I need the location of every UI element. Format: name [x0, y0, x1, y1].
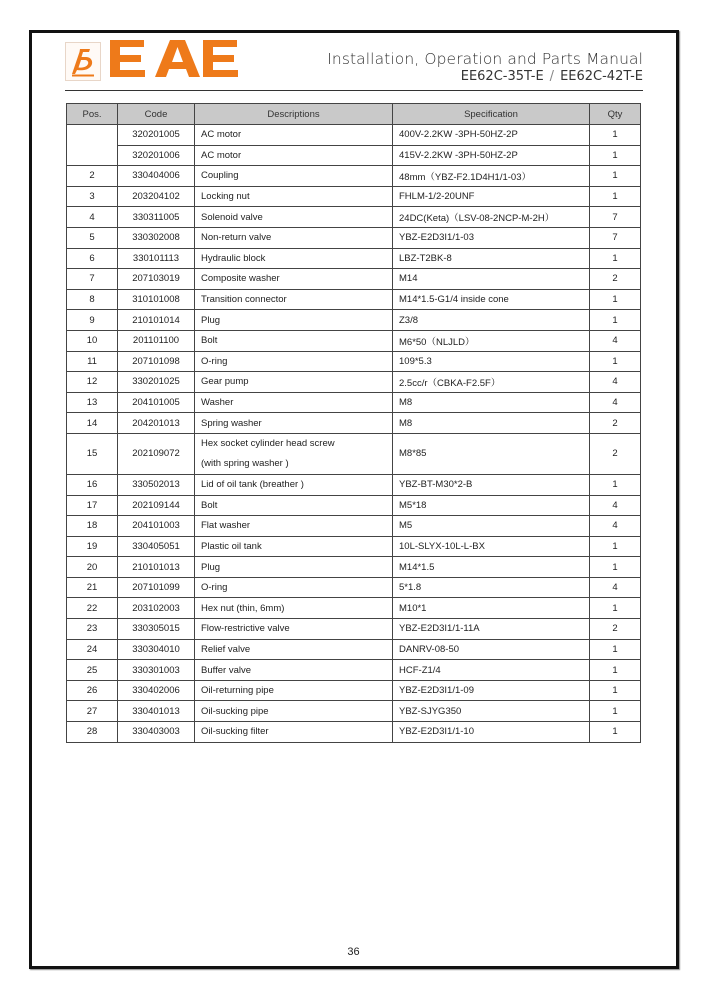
cell-code: 210101013 [118, 557, 195, 578]
table-row [67, 207, 641, 228]
cell-qty: 1 [590, 536, 641, 557]
cell-specification: YBZ-E2D3I1/1-03 [393, 227, 590, 248]
cell-specification: 415V-2.2KW -3PH-50HZ-2P [393, 145, 590, 166]
cell-code: 330405051 [118, 536, 195, 557]
description-line: AC motor [201, 129, 242, 141]
cell-code: 207101099 [118, 577, 195, 598]
cell-qty: 1 [590, 701, 641, 722]
cell-pos: 27 [67, 701, 118, 722]
description-line: Lid of oil tank (breather ) [201, 479, 304, 491]
cell-specification: M8*85 [393, 433, 590, 474]
table-header-row [67, 104, 641, 125]
table-row [67, 392, 641, 413]
cell-pos: 15 [67, 433, 118, 474]
cell-pos: 17 [67, 495, 118, 516]
column-header-pos: Pos. [67, 104, 118, 125]
cell-code: 330305015 [118, 619, 195, 640]
cell-specification: M14*1.5-G1/4 inside cone [393, 289, 590, 310]
cell-description [195, 330, 393, 351]
cell-code: 330403003 [118, 722, 195, 743]
cell-qty: 4 [590, 577, 641, 598]
table-row [67, 227, 641, 248]
cell-pos: 23 [67, 619, 118, 640]
cell-description [195, 125, 393, 146]
column-header-descriptions: Descriptions [195, 104, 393, 125]
model-number: EE62C-42T-E [560, 69, 643, 84]
table-row [67, 474, 641, 495]
header-divider [65, 90, 643, 91]
cell-code: 210101014 [118, 310, 195, 331]
column-header-qty: Qty [590, 104, 641, 125]
cell-pos: 4 [67, 207, 118, 228]
table-row [67, 166, 641, 187]
cell-qty: 2 [590, 619, 641, 640]
cell-pos: 8 [67, 289, 118, 310]
cell-specification: M14 [393, 269, 590, 290]
cell-specification: YBZ-E2D3I1/1-10 [393, 722, 590, 743]
cell-description [195, 310, 393, 331]
cell-pos: 3 [67, 186, 118, 207]
cell-specification: YBZ-SJYG350 [393, 701, 590, 722]
cell-qty: 1 [590, 598, 641, 619]
cell-pos: 10 [67, 330, 118, 351]
cell-code: 330101113 [118, 248, 195, 269]
description-line: Non-return valve [201, 232, 272, 244]
cell-specification: HCF-Z1/4 [393, 660, 590, 681]
description-line: Relief valve [201, 643, 251, 655]
cell-qty: 4 [590, 330, 641, 351]
cell-description [195, 516, 393, 537]
cell-specification: 10L-SLYX-10L-L-BX [393, 536, 590, 557]
cell-description [195, 166, 393, 187]
model-number: EE62C-35T-E [460, 69, 544, 84]
cell-qty: 1 [590, 680, 641, 701]
cell-description [195, 536, 393, 557]
cell-pos: 21 [67, 577, 118, 598]
cell-specification: FHLM-1/2-20UNF [393, 186, 590, 207]
cell-description [195, 474, 393, 495]
parts-table [66, 103, 641, 743]
table-row [67, 619, 641, 640]
cell-qty: 2 [590, 433, 641, 474]
cell-qty: 4 [590, 392, 641, 413]
cell-pos: 28 [67, 722, 118, 743]
table-row [67, 351, 641, 372]
page-number: 36 [347, 946, 360, 958]
cell-qty: 1 [590, 722, 641, 743]
cell-code: 207101098 [118, 351, 195, 372]
cell-pos: 26 [67, 680, 118, 701]
parts-table-body [67, 125, 641, 743]
cell-qty: 7 [590, 207, 641, 228]
cell-pos: 24 [67, 639, 118, 660]
cell-qty: 4 [590, 516, 641, 537]
description-line: Gear pump [201, 376, 249, 388]
cell-description [195, 639, 393, 660]
table-row [67, 557, 641, 578]
cell-description [195, 227, 393, 248]
description-line: Solenoid valve [201, 211, 263, 223]
cell-qty: 1 [590, 186, 641, 207]
table-row [67, 289, 641, 310]
cell-code: 330404006 [118, 166, 195, 187]
cell-code: 204101005 [118, 392, 195, 413]
cell-description [195, 372, 393, 393]
logo-icon [65, 42, 101, 81]
table-row [67, 125, 641, 146]
model-separator: / [549, 69, 555, 84]
cell-code: 207103019 [118, 269, 195, 290]
description-line: Hydraulic block [201, 252, 266, 264]
cell-specification: M5 [393, 516, 590, 537]
cell-qty: 4 [590, 372, 641, 393]
cell-description [195, 207, 393, 228]
cell-code: 330311005 [118, 207, 195, 228]
cell-qty: 2 [590, 413, 641, 434]
cell-qty: 1 [590, 351, 641, 372]
table-row [67, 639, 641, 660]
cell-specification: 48mm（YBZ-F2.1D4H1/1-03） [393, 166, 590, 187]
table-row [67, 413, 641, 434]
description-line: Oil-sucking filter [201, 726, 269, 738]
cell-description [195, 722, 393, 743]
cell-pos: 7 [67, 269, 118, 290]
table-row [67, 372, 641, 393]
cell-qty: 1 [590, 474, 641, 495]
cell-description [195, 392, 393, 413]
cell-code: 330301003 [118, 660, 195, 681]
table-row [67, 660, 641, 681]
cell-specification: 400V-2.2KW -3PH-50HZ-2P [393, 125, 590, 146]
cell-qty: 1 [590, 660, 641, 681]
cell-pos: 13 [67, 392, 118, 413]
cell-code: 310101008 [118, 289, 195, 310]
cell-pos: 9 [67, 310, 118, 331]
cell-code: 202109144 [118, 495, 195, 516]
description-line: Locking nut [201, 191, 250, 203]
cell-qty: 1 [590, 639, 641, 660]
cell-qty: 1 [590, 248, 641, 269]
table-row [67, 598, 641, 619]
description-line: AC motor [201, 149, 242, 161]
cell-description [195, 186, 393, 207]
table-row [67, 722, 641, 743]
table-row [67, 701, 641, 722]
description-line: Bolt [201, 335, 218, 347]
cell-code: 330402006 [118, 680, 195, 701]
cell-pos: 5 [67, 227, 118, 248]
cell-description [195, 598, 393, 619]
cell-code: 320201005 [118, 125, 195, 146]
cell-specification: YBZ-E2D3I1/1-09 [393, 680, 590, 701]
cell-specification: 24DC(Keta)（LSV-08-2NCP-M-2H） [393, 207, 590, 228]
cell-specification: 2.5cc/r（CBKA-F2.5F） [393, 372, 590, 393]
cell-pos: 14 [67, 413, 118, 434]
cell-description [195, 248, 393, 269]
cell-description [195, 660, 393, 681]
table-row [67, 310, 641, 331]
cell-code: 330401013 [118, 701, 195, 722]
cell-pos: 20 [67, 557, 118, 578]
cell-specification: DANRV-08-50 [393, 639, 590, 660]
cell-code: 204201013 [118, 413, 195, 434]
cell-description [195, 269, 393, 290]
cell-specification: YBZ-BT-M30*2-B [393, 474, 590, 495]
table-row [67, 248, 641, 269]
cell-code: 330302008 [118, 227, 195, 248]
description-line: Plastic oil tank [201, 540, 262, 552]
cell-description [195, 351, 393, 372]
cell-code: 330502013 [118, 474, 195, 495]
description-line: Coupling [201, 170, 239, 182]
description-line: O-ring [201, 355, 228, 367]
cell-description [195, 680, 393, 701]
table-row [67, 577, 641, 598]
description-line: O-ring [201, 582, 228, 594]
description-line: Transition connector [201, 294, 287, 306]
table-row [67, 269, 641, 290]
cell-specification: M5*18 [393, 495, 590, 516]
cell-code: 320201006 [118, 145, 195, 166]
model-numbers [461, 69, 643, 84]
cell-specification: Z3/8 [393, 310, 590, 331]
cell-specification: YBZ-E2D3I1/1-11A [393, 619, 590, 640]
description-line: Washer [201, 397, 234, 409]
description-line: Oil-returning pipe [201, 685, 274, 697]
cell-qty: 1 [590, 289, 641, 310]
cell-qty: 1 [590, 125, 641, 146]
cell-code: 203204102 [118, 186, 195, 207]
cell-code: 201101100 [118, 330, 195, 351]
cell-pos: 22 [67, 598, 118, 619]
cell-qty: 1 [590, 557, 641, 578]
cell-specification: LBZ-T2BK-8 [393, 248, 590, 269]
cell-pos: 18 [67, 516, 118, 537]
description-line: Buffer valve [201, 664, 251, 676]
cell-code: 330201025 [118, 372, 195, 393]
table-row [67, 495, 641, 516]
cell-specification: 5*1.8 [393, 577, 590, 598]
cell-pos: 11 [67, 351, 118, 372]
cell-specification: M8 [393, 392, 590, 413]
cell-pos: 16 [67, 474, 118, 495]
table-row [67, 186, 641, 207]
description-line: Bolt [201, 499, 218, 511]
cell-qty: 1 [590, 310, 641, 331]
description-line: Oil-sucking pipe [201, 705, 269, 717]
cell-specification: 109*5.3 [393, 351, 590, 372]
cell-qty: 1 [590, 166, 641, 187]
cell-description [195, 145, 393, 166]
description-line: Spring washer [201, 417, 262, 429]
description-line: Flat washer [201, 520, 251, 532]
table-row [67, 516, 641, 537]
cell-qty: 1 [590, 145, 641, 166]
cell-specification: M14*1.5 [393, 557, 590, 578]
table-row [67, 330, 641, 351]
cell-code: 204101003 [118, 516, 195, 537]
description-line: (with spring washer ) [201, 457, 289, 469]
cell-pos: 19 [67, 536, 118, 557]
cell-code: 330304010 [118, 639, 195, 660]
cell-specification: M10*1 [393, 598, 590, 619]
brand-logo [108, 38, 238, 82]
cell-description [195, 413, 393, 434]
cell-pos: 25 [67, 660, 118, 681]
cell-pos: 12 [67, 372, 118, 393]
description-line: Plug [201, 314, 221, 326]
description-line: Composite washer [201, 273, 280, 285]
cell-description [195, 701, 393, 722]
column-header-code: Code [118, 104, 195, 125]
cell-pos: 6 [67, 248, 118, 269]
table-row [67, 145, 641, 166]
column-header-specification: Specification [393, 104, 590, 125]
cell-qty: 2 [590, 269, 641, 290]
cell-code: 203102003 [118, 598, 195, 619]
cell-qty: 4 [590, 495, 641, 516]
description-line: Flow-restrictive valve [201, 623, 290, 635]
table-row [67, 433, 641, 474]
cell-description [195, 495, 393, 516]
manual-title: Installation, Operation and Parts Manual [327, 50, 643, 68]
cell-description [195, 289, 393, 310]
cell-specification: M8 [393, 413, 590, 434]
table-row [67, 536, 641, 557]
description-line: Hex nut (thin, 6mm) [201, 602, 285, 614]
description-line: Plug [201, 561, 221, 573]
cell-code: 202109072 [118, 433, 195, 474]
cell-specification: M6*50（NLJLD） [393, 330, 590, 351]
table-row [67, 680, 641, 701]
cell-pos [67, 125, 118, 166]
cell-description [195, 433, 393, 474]
cell-description [195, 577, 393, 598]
cell-qty: 7 [590, 227, 641, 248]
cell-description [195, 619, 393, 640]
description-line: Hex socket cylinder head screw [201, 437, 335, 449]
cell-description [195, 557, 393, 578]
cell-pos: 2 [67, 166, 118, 187]
